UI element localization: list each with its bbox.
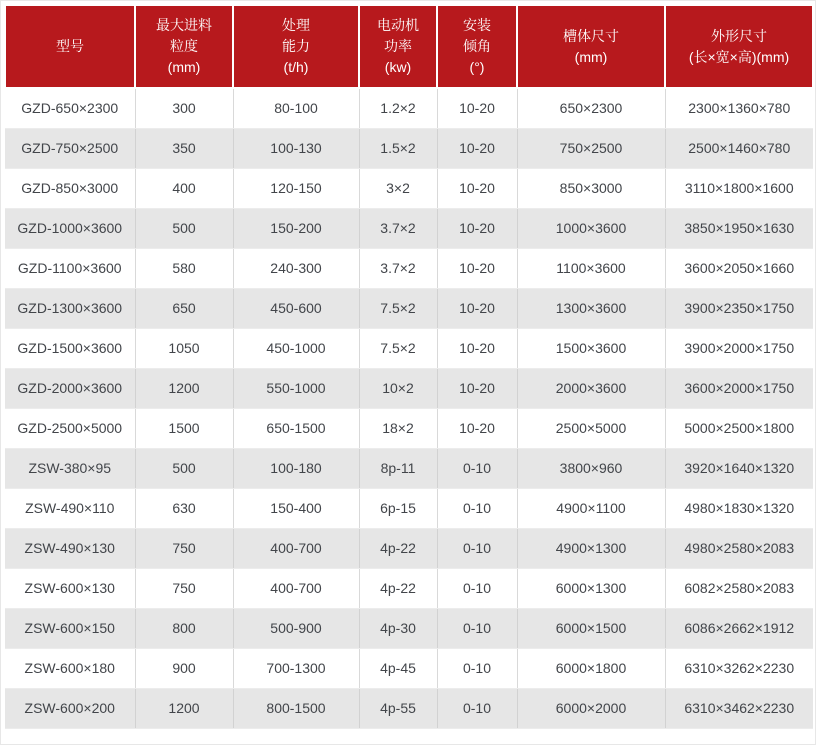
spec-cell-motor-power: 4p-30	[359, 608, 437, 648]
spec-cell-max-feed-size: 650	[135, 288, 233, 328]
spec-cell-model: GZD-650×2300	[5, 88, 135, 128]
spec-cell-motor-power: 4p-55	[359, 688, 437, 728]
spec-row	[5, 528, 813, 568]
col-header-line: (t/h)	[283, 59, 309, 75]
col-header-line: (kw)	[384, 59, 412, 75]
spec-cell-max-feed-size: 1200	[135, 368, 233, 408]
spec-cell-overall-dimensions: 3920×1640×1320	[665, 448, 813, 488]
spec-cell-motor-power: 1.5×2	[359, 128, 437, 168]
spec-cell-model: ZSW-490×130	[5, 528, 135, 568]
col-header-line: (mm)	[574, 48, 608, 65]
spec-row	[5, 88, 813, 128]
spec-cell-model: GZD-2000×3600	[5, 368, 135, 408]
col-header-model	[5, 5, 135, 88]
spec-cell-install-angle: 10-20	[437, 368, 517, 408]
spec-cell-model: GZD-2500×5000	[5, 408, 135, 448]
spec-row	[5, 488, 813, 528]
spec-cell-capacity: 80-100	[233, 88, 359, 128]
spec-cell-max-feed-size: 1200	[135, 688, 233, 728]
spec-cell-overall-dimensions: 2300×1360×780	[665, 88, 813, 128]
spec-cell-trough-size: 6000×2000	[517, 688, 665, 728]
spec-cell-overall-dimensions: 6310×3262×2230	[665, 648, 813, 688]
spec-cell-trough-size: 650×2300	[517, 88, 665, 128]
spec-cell-install-angle: 0-10	[437, 528, 517, 568]
spec-cell-model: GZD-750×2500	[5, 128, 135, 168]
spec-row	[5, 208, 813, 248]
spec-cell-capacity: 150-400	[233, 488, 359, 528]
spec-cell-trough-size: 6000×1800	[517, 648, 665, 688]
spec-cell-capacity: 450-1000	[233, 328, 359, 368]
spec-cell-trough-size: 6000×1500	[517, 608, 665, 648]
spec-cell-capacity: 400-700	[233, 568, 359, 608]
spec-row	[5, 408, 813, 448]
spec-cell-capacity: 700-1300	[233, 648, 359, 688]
spec-row	[5, 568, 813, 608]
spec-cell-motor-power: 7.5×2	[359, 288, 437, 328]
spec-cell-model: GZD-850×3000	[5, 168, 135, 208]
spec-cell-overall-dimensions: 3600×2000×1750	[665, 368, 813, 408]
spec-cell-max-feed-size: 750	[135, 568, 233, 608]
spec-cell-trough-size: 750×2500	[517, 128, 665, 168]
col-header-line: 外形尺寸	[711, 27, 767, 44]
col-header-line: 型号	[56, 38, 84, 54]
spec-cell-install-angle: 10-20	[437, 408, 517, 448]
spec-cell-overall-dimensions: 4980×2580×2083	[665, 528, 813, 568]
spec-cell-motor-power: 4p-22	[359, 568, 437, 608]
col-header-line: 处理	[282, 17, 310, 33]
spec-cell-trough-size: 2000×3600	[517, 368, 665, 408]
col-header-line: 倾角	[463, 38, 491, 54]
col-header-line: 槽体尺寸	[563, 27, 619, 44]
col-header-capacity	[233, 5, 359, 88]
spec-cell-trough-size: 1100×3600	[517, 248, 665, 288]
spec-cell-trough-size: 1000×3600	[517, 208, 665, 248]
spec-table	[4, 4, 814, 729]
spec-cell-trough-size: 1300×3600	[517, 288, 665, 328]
spec-cell-motor-power: 18×2	[359, 408, 437, 448]
spec-cell-overall-dimensions: 3110×1800×1600	[665, 168, 813, 208]
spec-cell-capacity: 240-300	[233, 248, 359, 288]
spec-cell-max-feed-size: 1050	[135, 328, 233, 368]
spec-cell-max-feed-size: 900	[135, 648, 233, 688]
spec-cell-max-feed-size: 300	[135, 88, 233, 128]
spec-row	[5, 128, 813, 168]
col-header-line: 电动机	[377, 17, 419, 33]
spec-cell-motor-power: 6p-15	[359, 488, 437, 528]
spec-cell-install-angle: 10-20	[437, 208, 517, 248]
spec-cell-capacity: 400-700	[233, 528, 359, 568]
col-header-line: 能力	[282, 38, 310, 54]
spec-cell-overall-dimensions: 4980×1830×1320	[665, 488, 813, 528]
spec-cell-motor-power: 8p-11	[359, 448, 437, 488]
spec-cell-max-feed-size: 500	[135, 448, 233, 488]
spec-row	[5, 288, 813, 328]
col-header-trough-size	[517, 5, 665, 88]
spec-cell-max-feed-size: 500	[135, 208, 233, 248]
spec-cell-overall-dimensions: 3900×2350×1750	[665, 288, 813, 328]
spec-cell-motor-power: 3×2	[359, 168, 437, 208]
spec-cell-install-angle: 10-20	[437, 88, 517, 128]
spec-cell-trough-size: 850×3000	[517, 168, 665, 208]
spec-row	[5, 608, 813, 648]
col-header-install-angle	[437, 5, 517, 88]
spec-cell-model: GZD-1300×3600	[5, 288, 135, 328]
col-header-overall-dimensions	[665, 5, 813, 88]
col-header-motor-power	[359, 5, 437, 88]
spec-table-body	[5, 88, 813, 728]
spec-cell-overall-dimensions: 5000×2500×1800	[665, 408, 813, 448]
spec-cell-capacity: 450-600	[233, 288, 359, 328]
spec-cell-capacity: 150-200	[233, 208, 359, 248]
spec-row	[5, 688, 813, 728]
spec-cell-trough-size: 3800×960	[517, 448, 665, 488]
spec-cell-max-feed-size: 1500	[135, 408, 233, 448]
spec-cell-install-angle: 0-10	[437, 568, 517, 608]
spec-cell-model: ZSW-600×200	[5, 688, 135, 728]
col-header-line: (长×宽×高)(mm)	[688, 48, 790, 65]
spec-cell-capacity: 100-130	[233, 128, 359, 168]
spec-cell-install-angle: 0-10	[437, 648, 517, 688]
spec-row	[5, 248, 813, 288]
spec-cell-motor-power: 7.5×2	[359, 328, 437, 368]
spec-row	[5, 168, 813, 208]
spec-cell-motor-power: 1.2×2	[359, 88, 437, 128]
spec-cell-trough-size: 4900×1300	[517, 528, 665, 568]
spec-cell-max-feed-size: 800	[135, 608, 233, 648]
spec-cell-overall-dimensions: 6310×3462×2230	[665, 688, 813, 728]
spec-cell-motor-power: 4p-45	[359, 648, 437, 688]
col-header-line: (mm)	[167, 59, 201, 75]
header-row	[5, 5, 813, 88]
spec-cell-capacity: 800-1500	[233, 688, 359, 728]
spec-cell-overall-dimensions: 6082×2580×2083	[665, 568, 813, 608]
spec-cell-install-angle: 10-20	[437, 248, 517, 288]
spec-cell-install-angle: 10-20	[437, 328, 517, 368]
spec-cell-motor-power: 3.7×2	[359, 248, 437, 288]
spec-cell-model: ZSW-600×150	[5, 608, 135, 648]
spec-row	[5, 328, 813, 368]
col-header-line: 粒度	[170, 38, 198, 54]
spec-cell-install-angle: 0-10	[437, 608, 517, 648]
spec-cell-model: GZD-1000×3600	[5, 208, 135, 248]
spec-cell-capacity: 500-900	[233, 608, 359, 648]
spec-cell-max-feed-size: 750	[135, 528, 233, 568]
spec-cell-capacity: 100-180	[233, 448, 359, 488]
spec-cell-max-feed-size: 400	[135, 168, 233, 208]
spec-cell-trough-size: 6000×1300	[517, 568, 665, 608]
spec-cell-max-feed-size: 580	[135, 248, 233, 288]
col-header-line: 功率	[384, 38, 412, 54]
spec-cell-model: GZD-1500×3600	[5, 328, 135, 368]
spec-cell-overall-dimensions: 3900×2000×1750	[665, 328, 813, 368]
spec-cell-trough-size: 1500×3600	[517, 328, 665, 368]
spec-cell-motor-power: 3.7×2	[359, 208, 437, 248]
spec-cell-motor-power: 4p-22	[359, 528, 437, 568]
spec-cell-model: GZD-1100×3600	[5, 248, 135, 288]
spec-table-head	[5, 5, 813, 88]
spec-cell-model: ZSW-490×110	[5, 488, 135, 528]
spec-cell-overall-dimensions: 3850×1950×1630	[665, 208, 813, 248]
spec-cell-install-angle: 10-20	[437, 128, 517, 168]
col-header-line: 安装	[463, 17, 491, 33]
spec-cell-install-angle: 0-10	[437, 688, 517, 728]
spec-cell-capacity: 120-150	[233, 168, 359, 208]
col-header-line: 最大进料	[156, 17, 212, 33]
spec-cell-install-angle: 10-20	[437, 168, 517, 208]
spec-row	[5, 448, 813, 488]
spec-cell-capacity: 650-1500	[233, 408, 359, 448]
spec-cell-capacity: 550-1000	[233, 368, 359, 408]
spec-cell-overall-dimensions: 2500×1460×780	[665, 128, 813, 168]
spec-cell-install-angle: 0-10	[437, 448, 517, 488]
spec-cell-install-angle: 10-20	[437, 288, 517, 328]
spec-cell-trough-size: 4900×1100	[517, 488, 665, 528]
spec-cell-max-feed-size: 630	[135, 488, 233, 528]
spec-cell-install-angle: 0-10	[437, 488, 517, 528]
spec-row	[5, 648, 813, 688]
spec-cell-model: ZSW-600×180	[5, 648, 135, 688]
spec-cell-trough-size: 2500×5000	[517, 408, 665, 448]
spec-cell-max-feed-size: 350	[135, 128, 233, 168]
spec-row	[5, 368, 813, 408]
spec-cell-overall-dimensions: 6086×2662×1912	[665, 608, 813, 648]
spec-cell-motor-power: 10×2	[359, 368, 437, 408]
col-header-max-feed-size	[135, 5, 233, 88]
spec-cell-model: ZSW-380×95	[5, 448, 135, 488]
col-header-line: (°)	[469, 59, 485, 75]
spec-cell-model: ZSW-600×130	[5, 568, 135, 608]
spec-cell-overall-dimensions: 3600×2050×1660	[665, 248, 813, 288]
